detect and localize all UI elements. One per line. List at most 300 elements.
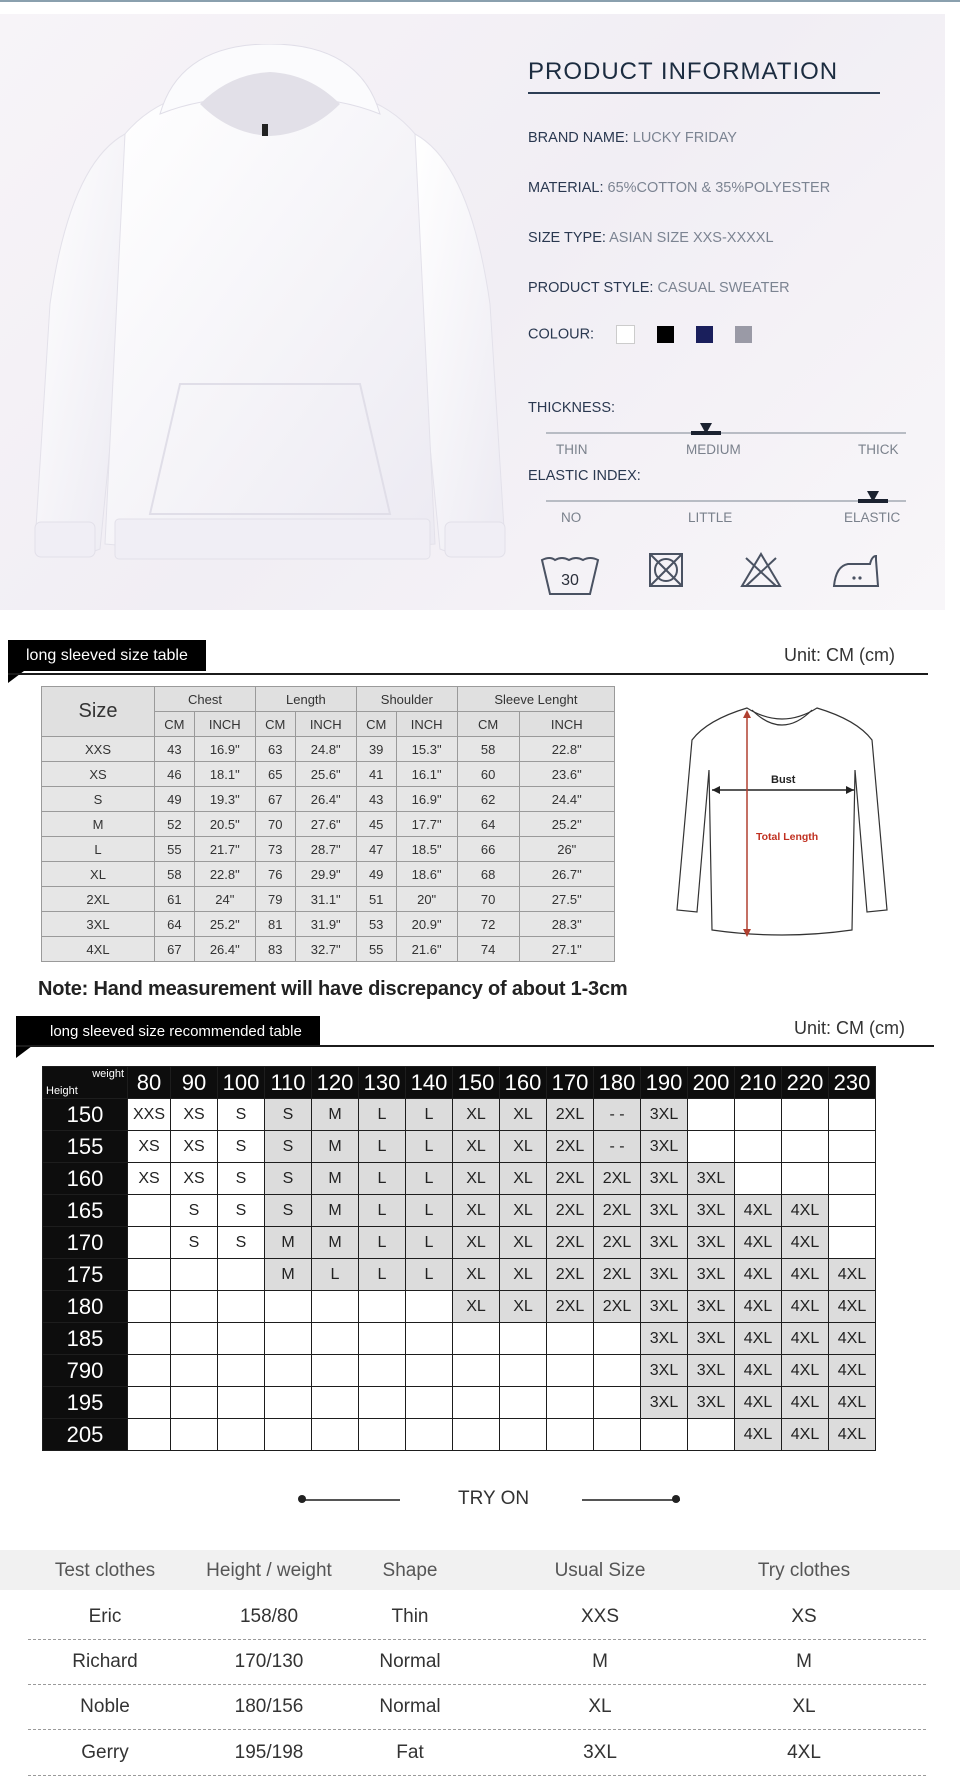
size-value-cell: 24.4" [519,787,614,812]
size-value-cell: 62 [457,787,519,812]
recommend-cell: 2XL [594,1195,641,1227]
recommend-cell [171,1323,218,1355]
elastic-line [546,500,906,502]
size-value-cell: 47 [356,837,396,862]
recommend-cell: 3XL [641,1291,688,1323]
recommend-cell: 4XL [735,1387,782,1419]
material-label: MATERIAL: [528,180,604,196]
recommend-cell: 4XL [829,1291,876,1323]
recommend-cell [406,1419,453,1451]
size-row [42,837,615,862]
recommend-cell: 3XL [641,1323,688,1355]
recommend-row [43,1227,876,1259]
recommend-cell: 2XL [547,1259,594,1291]
size-value-cell: 25.2" [194,912,255,937]
recommend-table-rule [16,1045,934,1047]
try-on-dot-right [672,1495,680,1503]
size-type-value: ASIAN SIZE XXS-XXXXL [609,230,774,246]
sub-cm: CM [457,712,519,737]
recommend-cell: S [265,1099,312,1131]
size-value-cell: 26.4" [194,937,255,962]
height-header: 160 [43,1163,128,1195]
size-value-cell: 16.9" [194,737,255,762]
recommend-cell: L [406,1227,453,1259]
size-value-cell: 73 [255,837,295,862]
thickness-medium: MEDIUM [686,442,741,457]
recommend-cell: XL [453,1163,500,1195]
recommend-cell: 3XL [641,1259,688,1291]
recommend-cell: 2XL [594,1291,641,1323]
try-on-divider-left [300,1499,400,1501]
try-on-cell: Richard [72,1651,138,1672]
size-value-cell: 26" [519,837,614,862]
recommend-cell: XL [500,1227,547,1259]
style-value: CASUAL SWEATER [657,280,790,296]
recommend-cell: 2XL [547,1227,594,1259]
sub-cm: CM [155,712,195,737]
recommend-cell: 3XL [688,1259,735,1291]
weight-header: 120 [312,1067,359,1099]
size-row [42,862,615,887]
length-header: Length [255,687,356,712]
try-on-row [0,1686,960,1726]
recommend-cell [829,1163,876,1195]
try-on-cell: XL [792,1696,816,1717]
corner-height: Height [46,1085,78,1097]
size-table-rule [8,673,928,675]
material-value: 65%COTTON & 35%POLYESTER [607,180,831,196]
recommend-cell: S [218,1163,265,1195]
recommend-cell: XL [500,1163,547,1195]
recommend-cell: 2XL [547,1131,594,1163]
recommend-cell [359,1291,406,1323]
try-on-row [0,1732,960,1772]
size-value-cell: 53 [356,912,396,937]
recommend-cell: 3XL [688,1323,735,1355]
height-header: 185 [43,1323,128,1355]
elastic-marker-icon [867,491,879,502]
sub-inch: INCH [519,712,614,737]
recommend-cell [312,1291,359,1323]
try-on-col-usual: Usual Size [554,1560,646,1581]
try-on-col-try: Try clothes [757,1560,851,1581]
recommend-cell: 4XL [829,1355,876,1387]
size-value-cell: 21.6" [396,937,457,962]
recommend-cell: S [218,1131,265,1163]
recommend-cell: 4XL [829,1323,876,1355]
recommend-cell: 3XL [641,1195,688,1227]
recommend-cell [406,1323,453,1355]
recommend-cell: L [406,1259,453,1291]
recommend-cell [265,1387,312,1419]
top-border [0,0,960,2]
size-value-cell: 28.7" [295,837,356,862]
size-value-cell: 27.5" [519,887,614,912]
sub-inch: INCH [396,712,457,737]
recommend-cell: M [265,1259,312,1291]
size-value-cell: 60 [457,762,519,787]
size-value-cell: 65 [255,762,295,787]
recommend-row [43,1387,876,1419]
try-on-title: TRY ON [458,1488,530,1509]
colour-swatch-navy[interactable] [696,326,713,343]
recommend-cell [594,1419,641,1451]
size-value-cell: 67 [155,937,195,962]
try-on-row [0,1596,960,1636]
recommend-cell: XS [171,1131,218,1163]
recommend-cell: S [218,1099,265,1131]
weight-header: 80 [128,1067,171,1099]
recommend-cell [782,1099,829,1131]
recommend-cell [218,1323,265,1355]
recommend-cell: 3XL [688,1355,735,1387]
recommend-cell: 4XL [735,1355,782,1387]
size-value-cell: 18.6" [396,862,457,887]
size-value-cell: 18.5" [396,837,457,862]
try-on-col-hw: Height / weight [206,1560,332,1581]
recommend-cell [453,1419,500,1451]
recommend-cell [359,1323,406,1355]
size-value-cell: 31.9" [295,912,356,937]
recommend-cell: XS [171,1163,218,1195]
recommend-row [43,1291,876,1323]
recommend-table-tag: long sleeved size recommended table [16,1016,320,1046]
height-header: 175 [43,1259,128,1291]
recommend-cell [406,1355,453,1387]
recommend-cell: 3XL [641,1131,688,1163]
recommend-cell [359,1355,406,1387]
recommend-cell: - - [594,1099,641,1131]
try-on-col-shape: Shape [382,1560,438,1581]
measurement-note: Note: Hand measurement will have discrepancy of about 1-3cm [38,978,628,1000]
recommend-cell: 4XL [735,1195,782,1227]
recommend-row [43,1355,876,1387]
size-value-cell: 83 [255,937,295,962]
recommend-cell: 4XL [735,1323,782,1355]
size-row [42,887,615,912]
try-on-separator [28,1729,926,1730]
recommend-cell: XS [128,1163,171,1195]
try-on-header-row [0,1550,960,1590]
garment-measure-diagram [672,700,892,950]
recommend-cell [829,1131,876,1163]
wash-temp: 30 [561,572,579,589]
recommend-cell: L [359,1195,406,1227]
elastic-no: NO [561,510,582,525]
size-value-cell: 58 [155,862,195,887]
recommend-cell: 2XL [547,1163,594,1195]
recommend-cell: L [359,1131,406,1163]
size-value-cell: 32.7" [295,937,356,962]
try-on-cell: Normal [379,1696,441,1717]
size-value-cell: 21.7" [194,837,255,862]
recommend-cell [688,1099,735,1131]
recommend-cell: XL [453,1291,500,1323]
size-value-cell: 43 [356,787,396,812]
size-value-cell: 66 [457,837,519,862]
size-value-cell: 79 [255,887,295,912]
size-label-cell: S [42,787,155,812]
weight-header: 150 [453,1067,500,1099]
thickness-label: THICKNESS: [528,400,616,416]
wash-30-icon [540,554,600,598]
height-header: 790 [43,1355,128,1387]
try-on-cell: Thin [391,1606,429,1627]
brand-value: LUCKY FRIDAY [632,130,737,146]
recommend-cell: 3XL [688,1163,735,1195]
size-header: Size [42,687,155,737]
recommend-cell [829,1195,876,1227]
material-row [528,180,830,196]
recommend-cell: M [312,1195,359,1227]
recommend-cell [312,1355,359,1387]
recommend-cell [782,1131,829,1163]
size-value-cell: 22.8" [194,862,255,887]
recommend-cell [547,1419,594,1451]
recommend-cell: 4XL [782,1323,829,1355]
recommend-row [43,1259,876,1291]
brand-label: BRAND NAME: [528,130,629,146]
size-type-row [528,230,774,246]
size-value-cell: 52 [155,812,195,837]
colour-swatch-white[interactable] [616,325,635,344]
recommend-cell: 4XL [829,1259,876,1291]
height-header: 195 [43,1387,128,1419]
recommend-cell: 4XL [782,1227,829,1259]
size-value-cell: 49 [155,787,195,812]
recommend-cell [218,1291,265,1323]
recommend-cell: 3XL [688,1195,735,1227]
recommend-cell [829,1099,876,1131]
size-value-cell: 55 [356,937,396,962]
size-value-cell: 41 [356,762,396,787]
recommend-cell: L [359,1099,406,1131]
recommend-cell [688,1419,735,1451]
recommend-cell: 4XL [735,1227,782,1259]
recommend-cell [312,1323,359,1355]
size-label-cell: 2XL [42,887,155,912]
height-header: 150 [43,1099,128,1131]
size-value-cell: 27.6" [295,812,356,837]
colour-swatch-black[interactable] [657,326,674,343]
recommend-cell [829,1227,876,1259]
recommend-cell: 4XL [782,1291,829,1323]
recommend-cell [406,1291,453,1323]
size-value-cell: 25.6" [295,762,356,787]
recommend-cell: XXS [128,1099,171,1131]
size-value-cell: 46 [155,762,195,787]
recommend-cell [265,1291,312,1323]
try-on-divider-right [582,1499,680,1501]
colour-swatch-grey[interactable] [735,326,752,343]
hoodie-image [30,44,510,604]
recommend-cell: L [359,1227,406,1259]
size-value-cell: 70 [255,812,295,837]
recommend-cell: 4XL [782,1387,829,1419]
size-table [41,686,615,962]
recommend-cell: 4XL [735,1291,782,1323]
recommend-cell [312,1419,359,1451]
recommend-cell [453,1387,500,1419]
recommend-cell [500,1387,547,1419]
try-on-cell: 4XL [787,1742,821,1763]
recommend-cell [735,1099,782,1131]
recommend-cell [406,1387,453,1419]
thickness-thick: THICK [858,442,899,457]
size-value-cell: 15.3" [396,737,457,762]
recommend-cell [128,1259,171,1291]
product-info-panel [0,14,945,610]
size-value-cell: 25.2" [519,812,614,837]
recommend-cell: L [359,1259,406,1291]
recommend-cell [128,1323,171,1355]
height-header: 170 [43,1227,128,1259]
elastic-little: LITTLE [688,510,733,525]
recommend-cell: S [171,1227,218,1259]
try-on-cell: Fat [396,1742,424,1763]
shoulder-header: Shoulder [356,687,457,712]
recommend-cell [128,1195,171,1227]
size-value-cell: 20.5" [194,812,255,837]
try-on-cell: M [592,1651,608,1672]
recommend-cell [547,1323,594,1355]
recommend-cell: 4XL [782,1355,829,1387]
recommend-cell [500,1323,547,1355]
sleeve-header: Sleeve Lenght [457,687,614,712]
recommend-cell: - - [594,1131,641,1163]
try-on-separator [28,1775,926,1776]
size-value-cell: 24.8" [295,737,356,762]
recommend-cell: 3XL [641,1163,688,1195]
weight-header: 140 [406,1067,453,1099]
size-value-cell: 64 [155,912,195,937]
recommend-cell: XL [453,1259,500,1291]
try-on-cell: 158/80 [239,1606,299,1627]
try-on-cell: 195/198 [234,1742,304,1763]
size-value-cell: 29.9" [295,862,356,887]
weight-header: 160 [500,1067,547,1099]
recommend-cell: S [265,1131,312,1163]
style-row [528,280,790,296]
recommend-cell [453,1355,500,1387]
size-value-cell: 74 [457,937,519,962]
elastic-label: ELASTIC INDEX: [528,468,641,484]
recommend-cell: S [265,1195,312,1227]
size-value-cell: 20.9" [396,912,457,937]
recommend-cell [594,1387,641,1419]
size-value-cell: 49 [356,862,396,887]
try-on-cell: XL [588,1696,612,1717]
size-value-cell: 16.1" [396,762,457,787]
recommend-cell [218,1387,265,1419]
size-value-cell: 22.8" [519,737,614,762]
recommend-cell [547,1387,594,1419]
recommend-cell [265,1323,312,1355]
size-value-cell: 27.1" [519,937,614,962]
recommend-cell [171,1355,218,1387]
size-value-cell: 23.6" [519,762,614,787]
recommend-cell: XL [500,1099,547,1131]
recommend-cell: 2XL [547,1195,594,1227]
size-row [42,912,615,937]
recommend-cell [171,1387,218,1419]
recommend-cell: 3XL [641,1387,688,1419]
recommend-cell: XL [500,1291,547,1323]
recommend-cell: L [359,1163,406,1195]
size-label-cell: 4XL [42,937,155,962]
recommend-cell: 4XL [782,1259,829,1291]
recommend-row [43,1419,876,1451]
recommend-cell [218,1419,265,1451]
size-value-cell: 20" [396,887,457,912]
sub-cm: CM [356,712,396,737]
size-value-cell: 63 [255,737,295,762]
recommend-cell: 2XL [547,1291,594,1323]
size-value-cell: 70 [457,887,519,912]
weight-header: 90 [171,1067,218,1099]
size-row [42,812,615,837]
try-on-cell: 170/130 [234,1651,304,1672]
recommend-cell: 4XL [782,1419,829,1451]
recommend-cell [171,1419,218,1451]
recommend-cell: XS [128,1131,171,1163]
try-on-cell: 3XL [583,1742,617,1763]
recommend-cell [359,1387,406,1419]
recommend-cell: XL [500,1195,547,1227]
recommend-cell: 2XL [594,1227,641,1259]
size-value-cell: 28.3" [519,912,614,937]
recommend-cell: 3XL [641,1099,688,1131]
recommend-cell: M [265,1227,312,1259]
recommend-cell: L [406,1163,453,1195]
weight-header: 210 [735,1067,782,1099]
try-on-cell: Eric [88,1606,122,1627]
recommend-cell: XS [171,1099,218,1131]
recommend-cell: 4XL [735,1419,782,1451]
recommend-cell: XL [453,1195,500,1227]
size-row [42,737,615,762]
size-value-cell: 19.3" [194,787,255,812]
recommend-row [43,1131,876,1163]
recommend-cell: XL [500,1259,547,1291]
recommend-cell: S [171,1195,218,1227]
size-value-cell: 72 [457,912,519,937]
height-header: 180 [43,1291,128,1323]
size-value-cell: 18.1" [194,762,255,787]
size-row [42,762,615,787]
size-value-cell: 16.9" [396,787,457,812]
recommend-cell: 2XL [594,1163,641,1195]
recommend-cell: 3XL [688,1227,735,1259]
size-value-cell: 81 [255,912,295,937]
recommend-cell: L [406,1131,453,1163]
recommend-cell: S [218,1227,265,1259]
recommend-cell [265,1355,312,1387]
recommend-cell: 3XL [688,1387,735,1419]
no-bleach-icon [740,552,782,588]
size-value-cell: 64 [457,812,519,837]
recommend-row [43,1195,876,1227]
recommend-cell: M [312,1131,359,1163]
size-value-cell: 31.1" [295,887,356,912]
try-on-cell: 180/156 [234,1696,304,1717]
thickness-marker-icon [700,423,712,434]
product-info-title: PRODUCT INFORMATION [528,58,880,94]
weight-header: 200 [688,1067,735,1099]
weight-header: 180 [594,1067,641,1099]
size-label-cell: L [42,837,155,862]
recommend-cell [688,1131,735,1163]
